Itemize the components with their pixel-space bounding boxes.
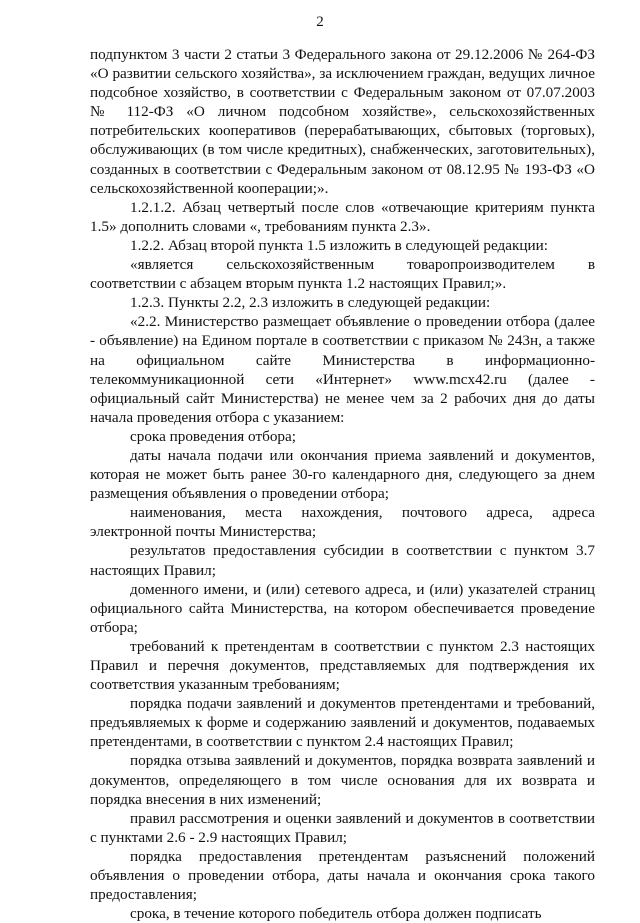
list-item-review-rules: правил рассмотрения и оценки заявлений и документов в соответствии с пунктами 2.6 - 2.9 настоящих Правил;	[90, 809, 595, 846]
list-item-submission-procedure: порядка подачи заявлений и документов претендентами и требований, предъявляемых к форме и содержанию заявлений и документов, подаваемых претендентами, в соответствии с пунктом 2.4 настоящих Правил;	[90, 695, 595, 751]
list-item-domain-name: доменного имени, и (или) сетевого адреса, и (или) указателей страниц официального сайта Министерства, на котором обеспечивается проведение отбора;	[90, 580, 595, 636]
list-item-selection-period: срока проведения отбора;	[130, 427, 296, 445]
list-item-applicant-requirements: требований к претендентам в соответствии с пунктом 2.3 настоящих Правил и перечня документов, представляемых для подтверждения их соответствия указанным требованиям;	[90, 637, 595, 694]
paragraph-1-2-1-2: 1.2.1.2. Абзац четвертый после слов «отвечающие критериям пункта 1.5» дополнить словами «, требованиям пункта 2.3».	[90, 198, 595, 235]
list-item-clarifications: порядка предоставления претендентам разъяснений положений объявления о проведении отбора, даты начала и окончания срока такого предоставления;	[90, 847, 595, 904]
paragraph-quote-producer: «является сельскохозяйственным товаропроизводителем в соответствии с абзацем вторым пункта 1.2 настоящих Правил;».	[90, 256, 595, 293]
paragraph-continuation: подпунктом 3 части 2 статьи 3 Федерального закона от 29.12.2006 № 264-ФЗ «О развитии сельского хозяйства», за исключением граждан, ведущих личное подсобное хозяйство, в соответствии с Федеральным законом от 07.07.2003 № 112-ФЗ «О личном подсобном хозяйстве», сельскохозяйственных потребительских кооперативов (перерабатывающих, сбытовых (торговых), обслуживающих (в том числе кредитных), снабженческих, заготовительных), созданных в соответствии с Федеральным законом от 08.12.95 № 193-ФЗ «О сельскохозяйственной кооперации;».	[90, 46, 595, 197]
paragraph-1-2-2: 1.2.2. Абзац второй пункта 1.5 изложить в следующей редакции:	[130, 236, 549, 254]
list-item-ministry-address: наименования, места нахождения, почтового адреса, адреса электронной почты Министерства;	[90, 504, 595, 541]
page-number: 2	[316, 14, 324, 30]
paragraph-2-2: «2.2. Министерство размещает объявление о проведении отбора (далее - объявление) на Едином портале в соответствии с приказом № 243н, а также на официальном сайте Министерства в информационно-телекоммуникационной сети «Интернет» www.mcx42.ru (далее - официальный сайт Министерства) не менее чем за 2 рабочих дня до даты начала проведения отбора с указанием:	[90, 313, 595, 426]
paragraph-1-2-3: 1.2.3. Пункты 2.2, 2.3 изложить в следующей редакции:	[130, 294, 491, 312]
list-item-application-dates: даты начала подачи или окончания приема заявлений и документов, которая не может быть ранее 30-го календарного дня, следующего за днем размещения объявления о проведении отбора;	[90, 446, 595, 503]
document-body	[90, 45, 595, 923]
list-item-withdrawal-procedure: порядка отзыва заявлений и документов, порядка возврата заявлений и документов, определяющего в том числе основания для их возврата и порядка внесения в них изменений;	[90, 752, 595, 808]
list-item-subsidy-results: результатов предоставления субсидии в соответствии с пунктом 3.7 настоящих Правил;	[90, 542, 595, 579]
list-item-signing-period: срока, в течение которого победитель отбора должен подписать	[130, 905, 542, 923]
